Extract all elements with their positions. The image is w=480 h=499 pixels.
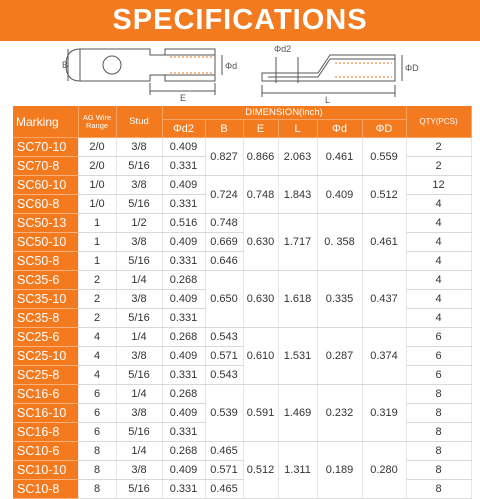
col-stud: Stud bbox=[116, 106, 162, 138]
cell-qty: 4 bbox=[406, 233, 471, 252]
cell-awg: 6 bbox=[78, 385, 116, 404]
dimension-group-header: DIMENSION(inch) bbox=[162, 106, 406, 120]
cell-d2: 0.409 bbox=[162, 404, 205, 423]
cell-awg: 1/0 bbox=[78, 176, 116, 195]
cell-awg: 2/0 bbox=[78, 138, 116, 157]
cell-phi-big-d: 0.559 bbox=[362, 138, 406, 176]
cell-marking: SC70-8 bbox=[13, 157, 78, 176]
cell-marking: SC50-13 bbox=[13, 214, 78, 233]
cell-b: 0.465 bbox=[205, 480, 243, 499]
cell-d2: 0.331 bbox=[162, 252, 205, 271]
table-row bbox=[13, 138, 471, 157]
cell-qty: 8 bbox=[406, 480, 471, 499]
cell-stud: 3/8 bbox=[116, 461, 162, 480]
cell-marking: SC50-8 bbox=[13, 252, 78, 271]
cell-d2: 0.331 bbox=[162, 480, 205, 499]
cell-d2: 0.268 bbox=[162, 442, 205, 461]
cell-awg: 1 bbox=[78, 214, 116, 233]
cell-e: 0.630 bbox=[243, 271, 278, 328]
cell-awg: 1/0 bbox=[78, 195, 116, 214]
cell-stud: 3/8 bbox=[116, 347, 162, 366]
cell-marking: SC16-10 bbox=[13, 404, 78, 423]
cell-marking: SC35-6 bbox=[13, 271, 78, 290]
cell-qty: 6 bbox=[406, 347, 471, 366]
cell-d2: 0.409 bbox=[162, 461, 205, 480]
lug-side-view bbox=[262, 55, 402, 97]
table-row bbox=[13, 214, 471, 233]
cell-e: 0.610 bbox=[243, 328, 278, 385]
label-d: Φd bbox=[225, 61, 238, 71]
cell-qty: 4 bbox=[406, 290, 471, 309]
lug-diagrams bbox=[0, 41, 480, 105]
cell-b: 0.543 bbox=[205, 328, 243, 347]
cell-l: 1.717 bbox=[278, 214, 317, 271]
cell-phi-d: 0.409 bbox=[317, 176, 362, 214]
cell-marking: SC25-6 bbox=[13, 328, 78, 347]
cell-e: 0.748 bbox=[243, 176, 278, 214]
title-banner bbox=[0, 0, 480, 41]
cell-awg: 4 bbox=[78, 328, 116, 347]
cell-qty: 2 bbox=[406, 138, 471, 157]
cell-phi-d: 0.287 bbox=[317, 328, 362, 385]
cell-l: 1.469 bbox=[278, 385, 317, 442]
cell-awg: 2 bbox=[78, 290, 116, 309]
cell-d2: 0.409 bbox=[162, 176, 205, 195]
cell-awg: 1 bbox=[78, 252, 116, 271]
cell-marking: SC25-10 bbox=[13, 347, 78, 366]
cell-marking: SC35-8 bbox=[13, 309, 78, 328]
cell-e: 0.866 bbox=[243, 138, 278, 176]
cell-e: 0.630 bbox=[243, 214, 278, 271]
cell-marking: SC10-8 bbox=[13, 480, 78, 499]
cell-b: 0.650 bbox=[205, 271, 243, 328]
cell-qty: 8 bbox=[406, 461, 471, 480]
cell-stud: 5/16 bbox=[116, 423, 162, 442]
table-row bbox=[13, 442, 471, 461]
table-row bbox=[13, 176, 471, 195]
cell-stud: 1/4 bbox=[116, 328, 162, 347]
cell-d2: 0.268 bbox=[162, 385, 205, 404]
label-l: L bbox=[325, 95, 331, 105]
col-qty: QTY(PCS) bbox=[406, 106, 471, 138]
col-marking: Marking bbox=[13, 106, 78, 138]
cell-d2: 0.268 bbox=[162, 271, 205, 290]
cell-d2: 0.409 bbox=[162, 290, 205, 309]
cell-stud: 1/4 bbox=[116, 271, 162, 290]
cell-b: 0.646 bbox=[205, 252, 243, 271]
cell-d2: 0.331 bbox=[162, 157, 205, 176]
cell-stud: 1/4 bbox=[116, 385, 162, 404]
cell-phi-d: 0.232 bbox=[317, 385, 362, 442]
cell-l: 2.063 bbox=[278, 138, 317, 176]
cell-stud: 1/4 bbox=[116, 442, 162, 461]
table-row bbox=[13, 385, 471, 404]
cell-qty: 8 bbox=[406, 385, 471, 404]
col-e: E bbox=[243, 120, 278, 138]
cell-marking: SC10-10 bbox=[13, 461, 78, 480]
cell-phi-d: 0. 358 bbox=[317, 214, 362, 271]
table-row bbox=[13, 271, 471, 290]
cell-b: 0.465 bbox=[205, 442, 243, 461]
label-e: E bbox=[180, 93, 187, 103]
cell-qty: 8 bbox=[406, 404, 471, 423]
cell-qty: 6 bbox=[406, 328, 471, 347]
cell-phi-big-d: 0.374 bbox=[362, 328, 406, 385]
cell-marking: SC10-6 bbox=[13, 442, 78, 461]
cell-phi-d: 0.461 bbox=[317, 138, 362, 176]
cell-qty: 6 bbox=[406, 366, 471, 385]
cell-phi-d: 0.335 bbox=[317, 271, 362, 328]
cell-b: 0.669 bbox=[205, 233, 243, 252]
cell-awg: 2/0 bbox=[78, 157, 116, 176]
cell-d2: 0.409 bbox=[162, 347, 205, 366]
cell-d2: 0.516 bbox=[162, 214, 205, 233]
cell-b: 0.543 bbox=[205, 366, 243, 385]
cell-phi-d: 0.189 bbox=[317, 442, 362, 499]
cell-stud: 3/8 bbox=[116, 290, 162, 309]
cell-e: 0.591 bbox=[243, 385, 278, 442]
banner-title: SPECIFICATIONS bbox=[112, 4, 368, 36]
cell-d2: 0.409 bbox=[162, 233, 205, 252]
cell-stud: 5/16 bbox=[116, 480, 162, 499]
col-l: L bbox=[278, 120, 317, 138]
cell-awg: 2 bbox=[78, 271, 116, 290]
cell-d2: 0.331 bbox=[162, 423, 205, 442]
cell-d2: 0.331 bbox=[162, 195, 205, 214]
cell-b: 0.571 bbox=[205, 347, 243, 366]
col-awg: AG Wire Range bbox=[78, 106, 116, 138]
cell-l: 1.618 bbox=[278, 271, 317, 328]
cell-b: 0.724 bbox=[205, 176, 243, 214]
lug-dimension-drawing bbox=[0, 41, 480, 105]
label-big-d: ΦD bbox=[405, 63, 419, 73]
cell-b: 0.539 bbox=[205, 385, 243, 442]
col-b: B bbox=[205, 120, 243, 138]
cell-stud: 3/8 bbox=[116, 138, 162, 157]
cell-qty: 12 bbox=[406, 176, 471, 195]
cell-awg: 2 bbox=[78, 309, 116, 328]
cell-marking: SC50-10 bbox=[13, 233, 78, 252]
cell-marking: SC60-8 bbox=[13, 195, 78, 214]
cell-qty: 4 bbox=[406, 309, 471, 328]
table-row bbox=[13, 328, 471, 347]
cell-qty: 2 bbox=[406, 157, 471, 176]
cell-stud: 3/8 bbox=[116, 404, 162, 423]
cell-b: 0.827 bbox=[205, 138, 243, 176]
cell-awg: 6 bbox=[78, 404, 116, 423]
cell-qty: 8 bbox=[406, 423, 471, 442]
cell-phi-big-d: 0.512 bbox=[362, 176, 406, 214]
cell-stud: 3/8 bbox=[116, 176, 162, 195]
cell-marking: SC60-10 bbox=[13, 176, 78, 195]
cell-b: 0.748 bbox=[205, 214, 243, 233]
cell-d2: 0.331 bbox=[162, 366, 205, 385]
label-b: B bbox=[62, 60, 69, 70]
cell-phi-big-d: 0.319 bbox=[362, 385, 406, 442]
cell-awg: 8 bbox=[78, 461, 116, 480]
col-phi-d: Φd bbox=[317, 120, 362, 138]
cell-stud: 3/8 bbox=[116, 233, 162, 252]
cell-marking: SC16-6 bbox=[13, 385, 78, 404]
cell-awg: 4 bbox=[78, 347, 116, 366]
cell-marking: SC16-8 bbox=[13, 423, 78, 442]
cell-marking: SC25-8 bbox=[13, 366, 78, 385]
cell-stud: 5/16 bbox=[116, 309, 162, 328]
cell-phi-big-d: 0.280 bbox=[362, 442, 406, 499]
cell-qty: 4 bbox=[406, 214, 471, 233]
cell-d2: 0.331 bbox=[162, 309, 205, 328]
cell-stud: 5/16 bbox=[116, 195, 162, 214]
col-phi-big-d: ΦD bbox=[362, 120, 406, 138]
cell-l: 1.531 bbox=[278, 328, 317, 385]
cell-stud: 5/16 bbox=[116, 157, 162, 176]
cell-stud: 1/2 bbox=[116, 214, 162, 233]
spec-table bbox=[13, 106, 472, 499]
cell-qty: 4 bbox=[406, 252, 471, 271]
cell-l: 1.311 bbox=[278, 442, 317, 499]
cell-stud: 5/16 bbox=[116, 366, 162, 385]
cell-l: 1.843 bbox=[278, 176, 317, 214]
cell-qty: 4 bbox=[406, 195, 471, 214]
cell-awg: 8 bbox=[78, 480, 116, 499]
col-d2: Φd2 bbox=[162, 120, 205, 138]
cell-awg: 4 bbox=[78, 366, 116, 385]
cell-awg: 1 bbox=[78, 233, 116, 252]
cell-b: 0.571 bbox=[205, 461, 243, 480]
cell-phi-big-d: 0.437 bbox=[362, 271, 406, 328]
cell-marking: SC70-10 bbox=[13, 138, 78, 157]
cell-e: 0.512 bbox=[243, 442, 278, 499]
cell-stud: 5/16 bbox=[116, 252, 162, 271]
cell-phi-big-d: 0.461 bbox=[362, 214, 406, 271]
label-d2: Φd2 bbox=[274, 44, 292, 54]
cell-qty: 8 bbox=[406, 442, 471, 461]
cell-marking: SC35-10 bbox=[13, 290, 78, 309]
cell-d2: 0.409 bbox=[162, 138, 205, 157]
cell-awg: 8 bbox=[78, 442, 116, 461]
cell-d2: 0.268 bbox=[162, 328, 205, 347]
lug-top-view bbox=[66, 49, 222, 95]
cell-awg: 6 bbox=[78, 423, 116, 442]
cell-qty: 4 bbox=[406, 271, 471, 290]
